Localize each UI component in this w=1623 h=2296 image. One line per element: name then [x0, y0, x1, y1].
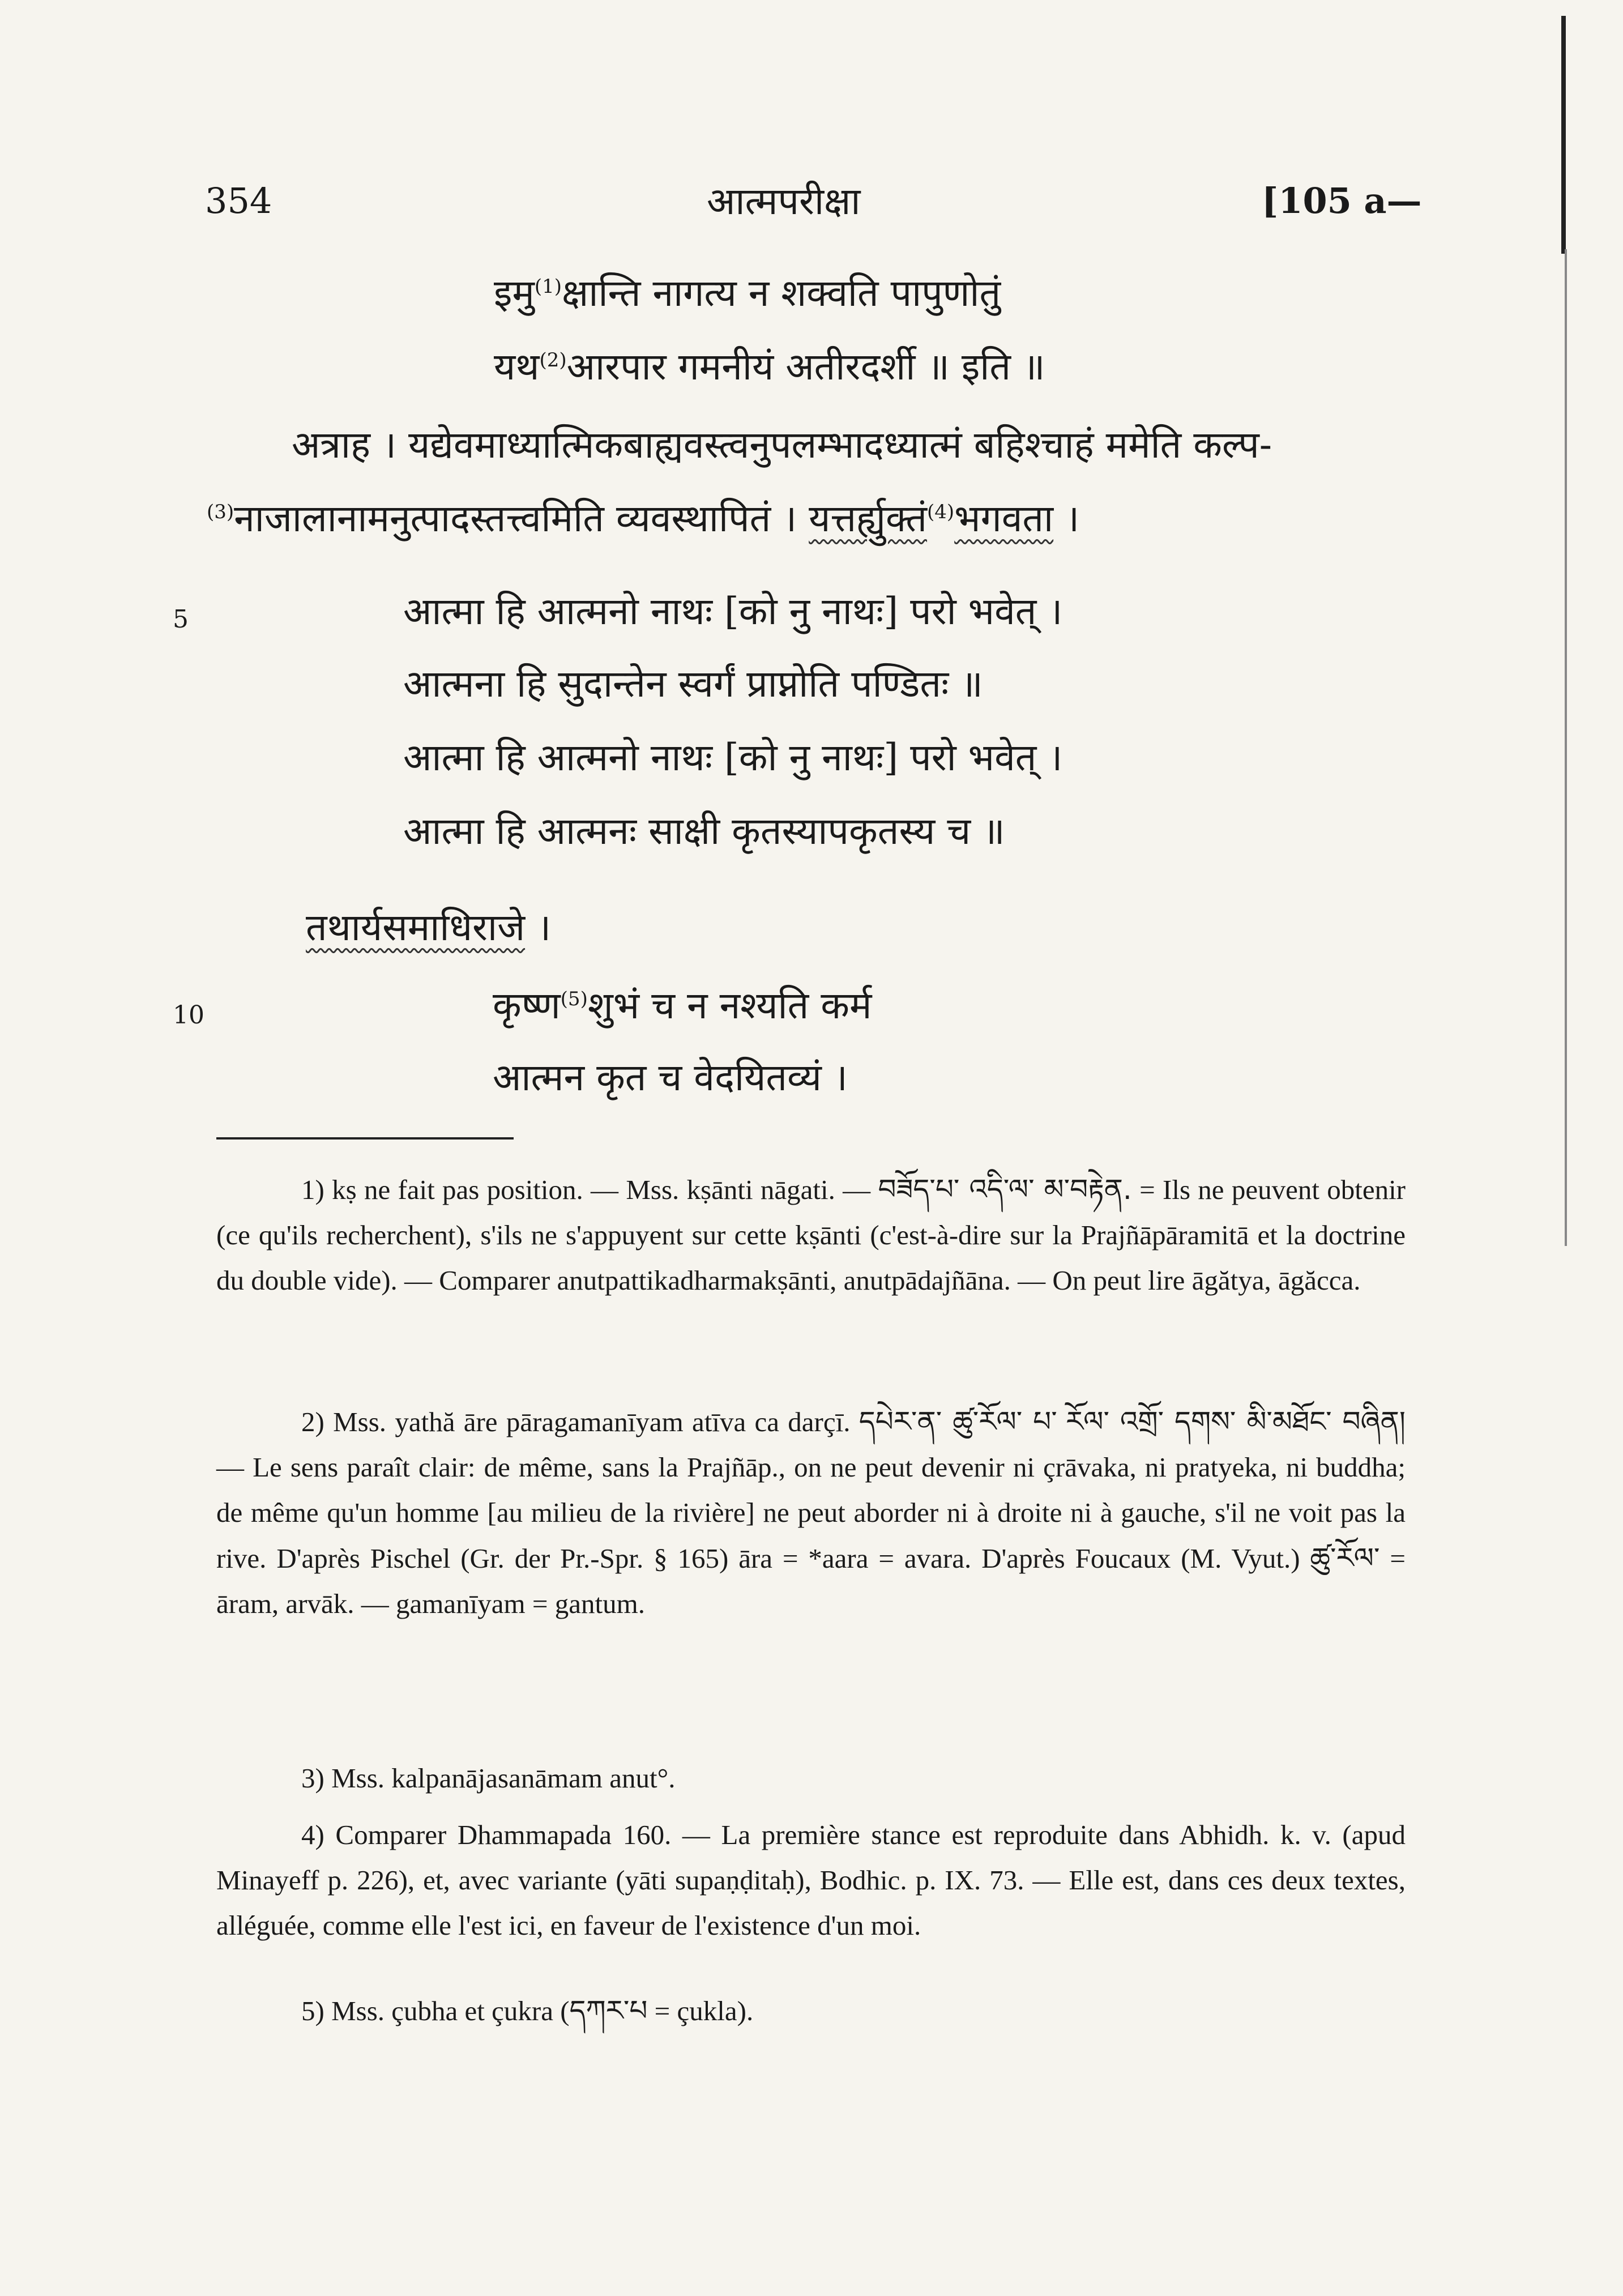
page-number: 354: [205, 180, 272, 221]
tibetan-text: བཟོད་པ་ འདི་ལ་ མ་བརྟེན.: [878, 1173, 1132, 1206]
verse-text: इमु: [494, 271, 535, 315]
footnote-4: 4) Comparer Dhammapada 160. — La première stance est reproduite dans Abhidh. k. v. (apud Minayeff p. 226), et, avec variante (yāti supaṇḍitaḥ), Bodhic. p. IX. 73. — Elle est, dans ces deux textes, alléguée, comme elle l'est ici, en faveur de l'existence d'un moi.: [216, 1819, 1406, 1941]
footnote-text: — Le sens paraît clair: de même, sans la: [216, 1452, 678, 1483]
verse2-line3: आत्मा हि आत्मनो नाथः [को नु नाथः] परो भवेत् ।: [403, 736, 1063, 779]
tibetan-text: དཔེར་ན་ ཚུ་རོལ་ པ་: [859, 1405, 1057, 1438]
source-citation: [306, 901, 551, 951]
footnote-text: Prajñāp., on ne peut devenir ni çrāvaka, ni pratyeka, ni buddha; de même qu'un homme [au milieu de la rivière] ne peut aborder ni à droite ni à gauche, s'il ne voit pas la rive. D'après Pischel (Gr. der Pr.-Spr. § 165) āra = *aara = avara. D'après Foucaux (M. Vyut.): [216, 1452, 1406, 1574]
verse1-line2: [494, 340, 1045, 391]
footnote-text: 2) Mss. yathă āre pāragamanīyam atīva ca darçī.: [301, 1406, 851, 1437]
footnote-2: [216, 1399, 1406, 1627]
footnote-text: = āram, arvāk. — gamanīyam = gantum.: [216, 1543, 1406, 1619]
line-number-5: 5: [173, 605, 189, 634]
verse3-line1: [493, 979, 872, 1030]
danda: ।: [537, 906, 552, 949]
note-ref-2: (2): [539, 349, 567, 372]
footnote-text: 1) kṣ ne fait pas position. — Mss. kṣānti nāgati. —: [301, 1174, 871, 1205]
folio-reference: [105 a—: [1262, 180, 1422, 221]
underlined-word: भगवता: [954, 497, 1054, 540]
verse-text: कृष्ण: [493, 984, 561, 1027]
footnote-5: [216, 1988, 1406, 2034]
verse-text: क्षान्ति नागत्य न शक्वति पापुणोतुं: [562, 271, 1001, 315]
verse2-line1: आत्मा हि आत्मनो नाथः [को नु नाथः] परो भवेत् ।: [403, 590, 1063, 633]
verse-text: आरपार गमनीयं अतीरदर्शी ॥ इति ॥: [566, 345, 1045, 389]
prose-text: नाजालानामनुत्पादस्तत्त्वमिति व्यवस्थापितं ।: [234, 497, 797, 540]
note-ref-1: (1): [534, 275, 562, 298]
danda: ।: [1065, 497, 1080, 540]
note-ref-5: (5): [560, 988, 588, 1010]
line-number-10: 10: [173, 1001, 204, 1030]
footnote-1: [216, 1167, 1406, 1303]
verse1-line1: [494, 266, 1001, 317]
prose-line1: अत्राह । यद्येवमाध्यात्मिकबाह्यवस्त्वनुपलम्भादध्यात्मं बहिश्चाहं ममेति कल्प-: [292, 423, 1272, 467]
verse2-line2: आत्मना हि सुदान्तेन स्वर्गं प्राप्नोति पण्डितः ॥: [403, 662, 983, 706]
footnote-separator: [216, 1137, 514, 1140]
prose-line2: [207, 492, 1079, 543]
footnote-3: 3) Mss. kalpanājasanāmam anut°.: [301, 1762, 676, 1794]
tibetan-text: ཚུ་རོལ་: [1310, 1542, 1380, 1574]
verse3-line2: आत्मन कृत च वेदयितव्यं ।: [493, 1056, 848, 1099]
note-ref-4: (4): [927, 501, 955, 523]
scan-edge-shadow: [1565, 249, 1567, 1246]
verse-text: शुभं च न नश्यति कर्म: [587, 984, 872, 1027]
note-ref-3: (3): [207, 501, 234, 523]
tibetan-text: རོལ་ འགྲོ་ དགས་ མི་མཐོང་ བཞིན།: [1066, 1405, 1406, 1438]
underlined-word: यत्तर्ह्युक्तं: [809, 497, 927, 540]
verse-text: यथ: [494, 345, 540, 389]
scan-edge-mark: [1561, 16, 1566, 254]
verse2-line4: आत्मा हि आत्मनः साक्षी कृतस्यापकृतस्य च ॥: [403, 809, 1005, 853]
footnote-text: 5) Mss. çubha et çukra (: [301, 1995, 570, 2026]
tibetan-text: དཀར་པ: [569, 1994, 648, 2027]
footnote-text: = Ils ne peuvent obtenir (ce qu'ils recherchent), s'ils ne s'appuyent sur cette kṣānti (c'est-à-dire sur la Prajñāpāramitā et la doctrine du double vide). — Comparer anutpattikadharmakṣānti, anutpādajñāna. — On peut lire āgătya, āgăcca.: [216, 1174, 1406, 1296]
running-title: आत्मपरीक्षा: [707, 180, 861, 223]
footnote-text: = çukla).: [654, 1995, 754, 2026]
source-name: तथार्यसमाधिराजे: [306, 906, 526, 949]
